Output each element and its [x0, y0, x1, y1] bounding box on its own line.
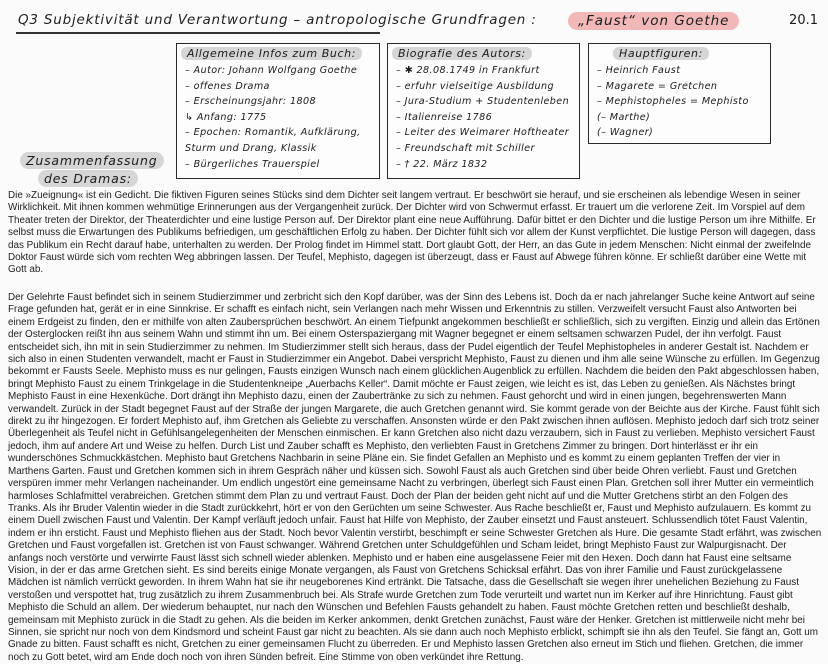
main-characters-title: Hauptfiguren: — [613, 47, 709, 60]
list-item: – Jura-Studium + Studentenleben — [396, 96, 570, 108]
biography-box — [387, 43, 580, 179]
list-item: – Epochen: Romantik, Aufklärung, — [185, 127, 361, 139]
list-item: – Freundschaft mit Schiller — [396, 142, 535, 154]
list-item: – Italienreise 1786 — [396, 111, 493, 123]
list-item: – Bürgerliches Trauerspiel — [185, 158, 320, 170]
summary-paragraph-plot: Der Gelehrte Faust befindet sich in seinem Studierzimmer und zerbricht sich den Kopf darüber, was der Sinn des Lebens ist. Doch da er nach jahrelanger Suche keine Antwort auf seine Frage gefunden hat, gerät er in eine Sinnkrise. Er schafft es einfach nicht, sein Verlangen nach mehr Wissen und Erkenntnis zu stillen. Verzweifelt versucht Faust also Antworten bei einem Erdgeist zu finden, den er mithilfe von alten Zaubersprüchen beschwört. An einem Tiefpunkt angekommen beschließt er schließlich, sich zu vergiften. Einzig und allein das Ertönen der Osterglocken reißt ihn aus seinem Wahn und stimmt ihn um. Bei einem Osterspaziergang mit Wagner begegnet er einem seltsamen schwarzen Pudel, der ihn verfolgt. Faust entscheidet sich, ihn mit in sein Studierzimmer zu nehmen. Im Studierzimmer stellt sich heraus, dass der Pudel eigentlich der Teufel Mephistopheles in anderer Gestalt ist. Nachdem er sich also in einen Studenten verwandelt, macht er Faust in Studierzimmer ein Angebot. Dabei verspricht Mephisto, Faust zu dienen und ihm alle seine Wünsche zu erfüllen. Im Gegenzug bekommt er Fausts Seele. Mephisto muss es nur gelingen, Fausts einzigen Wunsch nach einem glücklichen Augenblick zu erfüllen. Nachdem die beiden den Pakt abgeschlossen haben, bringt Mephisto Faust zu einem Trinkgelage in die Studentenkneipe „Auerbachs Keller“. Damit möchte er Faust zeigen, wie leicht es ist, das Leben zu genießen. Als Nächstes bringt Mephisto Faust in eine Hexenküche. Dort drängt ihn Mephisto dazu, einen der Zaubertränke zu sich zu nehmen. Faust gehorcht und wird in einen jungen, begehrenswerten Mann verwandelt. Zurück in der Stadt begegnet Faust auf der Straße der jungen Margarete, die auch Gretchen genannt wird. Sie kommt gerade von der Beichte aus der Kirche. Faust fühlt sich direkt zu ihr hingezogen. Er fordert Mephisto auf, ihm Gretchen als Geliebte zu verschaffen. Ansonsten würde er den Pakt zwischen ihnen auflösen. Mephisto jedoch darf sich trotz seiner Überlegenheit als Teufel nicht in Gefühlsangelegenheiten der Menschen einmischen. Er kann Gretchen also nicht dazu verzaubern, sich in Faust zu verlieben. Mephisto versichert Faust jedoch, ihm auf andere Art und Weise zu helfen. Durch List und Zauber schafft es Mephisto, den verliebten Faust in Gretchens Zimmer zu bringen. Dort hinterlässt er ihr ein wunderschönes Schmuckkästchen. Mephisto baut Gretchens Nachbarin in seine Pläne ein. Sie findet Gefallen an Mephisto und es kommt zu einem geplanten Treffen der vier in Marthens Garten. Faust und Gretchen kommen sich in ihrem Gespräch näher und küssen sich. Sowohl Faust als auch Gretchen sind über beide Ohren verliebt. Faust und Gretchen verspüren immer mehr Verlangen nacheinander. Um endlich ungestört eine gemeinsame Nacht zu verbringen, überlegt sich Faust einen Plan. Gretchen soll ihrer Mutter ein vermeintlich harmloses Schlafmittel verabreichen. Gretchen stimmt dem Plan zu und vertraut Faust. Doch der Plan der beiden geht nicht auf und die Mutter Gretchens stirbt an den Folgen des Tranks. Als ihr Bruder Valentin wieder in die Stadt zurückkehrt, hört er von den Gerüchten um seine Schwester. Aus Rache beschließt er, Faust und Mephisto aufzulauern. Es kommt zu einem Duell zwischen Faust und Valentin. Der Kampf verläuft jedoch unfair. Faust hat Hilfe von Mephisto, der Zauber einsetzt und Faust ansteuert. Schlussendlich tötet Faust Valentin, indem er ihn ersticht. Faust und Mephisto fliehen aus der Stadt. Noch bevor Valentin verstirbt, beschimpft er seine Schwester Gretchen als Hure. Die gesamte Stadt erfährt, was zwischen Gretchen und Faust vorgefallen ist. Gretchen ist von Faust schwanger. Während Gretchen unter Schuldgefühlen und Scham leidet, bringt Mephisto Faust zur Walpurgisnacht. Der anfangs noch verstörte und verwirrte Faust lässt sich schnell wieder ablenken. Mephisto und er haben eine ausgelassene Feier mit den Hexen. Doch dann hat Faust eine seltsame Vision, in der er das arme Gretchen sieht. Es sind bereits einige Monate vergangen, als Faust von Gretchens Schicksal erfährt. Das von ihrer Familie und Faust zurückgelassene Mädchen ist nämlich verrückt geworden. In ihrem Wahn hat sie ihr neugeborenes Kind ertränkt. Die Tatsache, dass die Gesellschaft sie wegen ihrer unehelichen Beziehung zu Faust verstoßen und verspottet hat, trug zusätzlich zu ihrem Zusammenbruch bei. Als Strafe wurde Gretchen zum Tode verurteilt und wartet nun im Kerker auf ihre Hinrichtung. Faust gibt Mephisto die Schuld an allem. Der wiederum behauptet, nur nach den Wünschen und Befehlen Fausts gehandelt zu haben. Faust möchte Gretchen retten und beschließt deshalb, gemeinsam mit Mephisto zurück in die Stadt zu gehen. Als die beiden im Kerker ankommen, denkt Gretchen zunächst, Faust wäre der Henker. Gretchen ist mittlerweile nicht mehr bei Sinnen, sie spricht nur noch von dem Kindsmord und scheint Faust gar nicht zu beachten. Als sie dann auch noch Mephisto erblickt, schimpft sie ihn als den Teufel. Sie fängt an, Gott um Gnade zu bitten. Faust schafft es nicht, Gretchen zu einer gemeinsamen Flucht zu überreden. Er und Mephisto lassen Gretchen also erneut im Stich und fliehen. Gretchen, die immer noch zu Gott betet, wird am Ende doch noch von ihren Sünden befreit. Eine Stimme von oben verkündet ihre Rettung. — [8, 292, 822, 663]
info-box — [176, 43, 380, 179]
list-item: – Autor: Johann Wolfgang Goethe — [185, 65, 358, 76]
list-item: – ✱ 28.08.1749 in Frankfurt — [396, 65, 540, 76]
list-item: – Erscheinungsjahr: 1808 — [185, 96, 316, 108]
list-item: – † 22. März 1832 — [396, 158, 488, 170]
biography-box-title: Biografie des Autors: — [392, 47, 532, 60]
characters-list — [589, 63, 770, 141]
info-list — [177, 63, 379, 172]
list-item: Sturm und Drang, Klassik — [185, 142, 317, 154]
page-date: 20.1 — [789, 13, 818, 28]
summary-heading — [20, 152, 170, 188]
page-header — [12, 10, 820, 36]
main-characters-box — [588, 43, 771, 144]
summary-heading-line: des Dramas: — [38, 170, 138, 187]
list-item: (– Marthe) — [597, 111, 651, 123]
list-item: – erfuhr vielseitige Ausbildung — [396, 80, 554, 92]
summary-paragraph-prologue: Die »Zueignung« ist ein Gedicht. Die fiktiven Figuren seines Stücks sind dem Dichter seit langem vertraut. Er beschwört sie herauf, und sie erscheinen als lebendige Wesen in seiner Wirklichkeit. Mit ihnen kommen wehmütige Erinnerungen aus der Vergangenheit zurück. Der Dichter wird von Schwermut erfasst. Er trauert um die verlorene Zeit. Im Vorspiel auf dem Theater treten der Direktor, der Theaterdichter und eine lustige Person auf. Der Direktor plant eine neue Aufführung. Dafür bittet er den Dichter und die lustige Person um ihre Mithilfe. Er selbst muss die Erwartungen des Publikums befriedigen, um geschäftlichen Erfolg zu haben. Der Dichter fühlt sich vor allem der Kunst verpflichtet. Die lustige Person will dagegen, dass das Publikum ein Recht darauf habe, unterhalten zu werden. Der Prolog findet im Himmel statt. Dort glaubt Gott, der Herr, an das Gute in jedem Menschen: Nicht einmal der zweifelnde Doktor Faust würde sich vom rechten Weg abbringen lassen. Der Teufel, Mephisto, dagegen ist überzeugt, dass er Faust auf Abwege führen könne. Er schließt darüber eine Wette mit Gott ab. — [8, 190, 816, 276]
list-item: – Heinrich Faust — [597, 65, 681, 76]
list-item: (– Wagner) — [597, 127, 654, 139]
biography-list — [388, 63, 579, 172]
list-item: – Mephistopheles = Mephisto — [597, 96, 749, 108]
list-item: – Magarete = Gretchen — [597, 80, 718, 92]
page-title: Q3 Subjektivität und Verantwortung – antropologische Grundfragen : — [18, 12, 537, 28]
title-underline — [16, 32, 380, 34]
work-title-highlight: „Faust“ von Goethe — [568, 12, 739, 30]
summary-heading-line: Zusammenfassung — [20, 152, 164, 169]
info-box-title: Allgemeine Infos zum Buch: — [181, 47, 362, 60]
list-item: ↳ Anfang: 1775 — [185, 111, 267, 123]
list-item: – offenes Drama — [185, 80, 270, 92]
list-item: – Leiter des Weimarer Hoftheater — [396, 127, 570, 139]
